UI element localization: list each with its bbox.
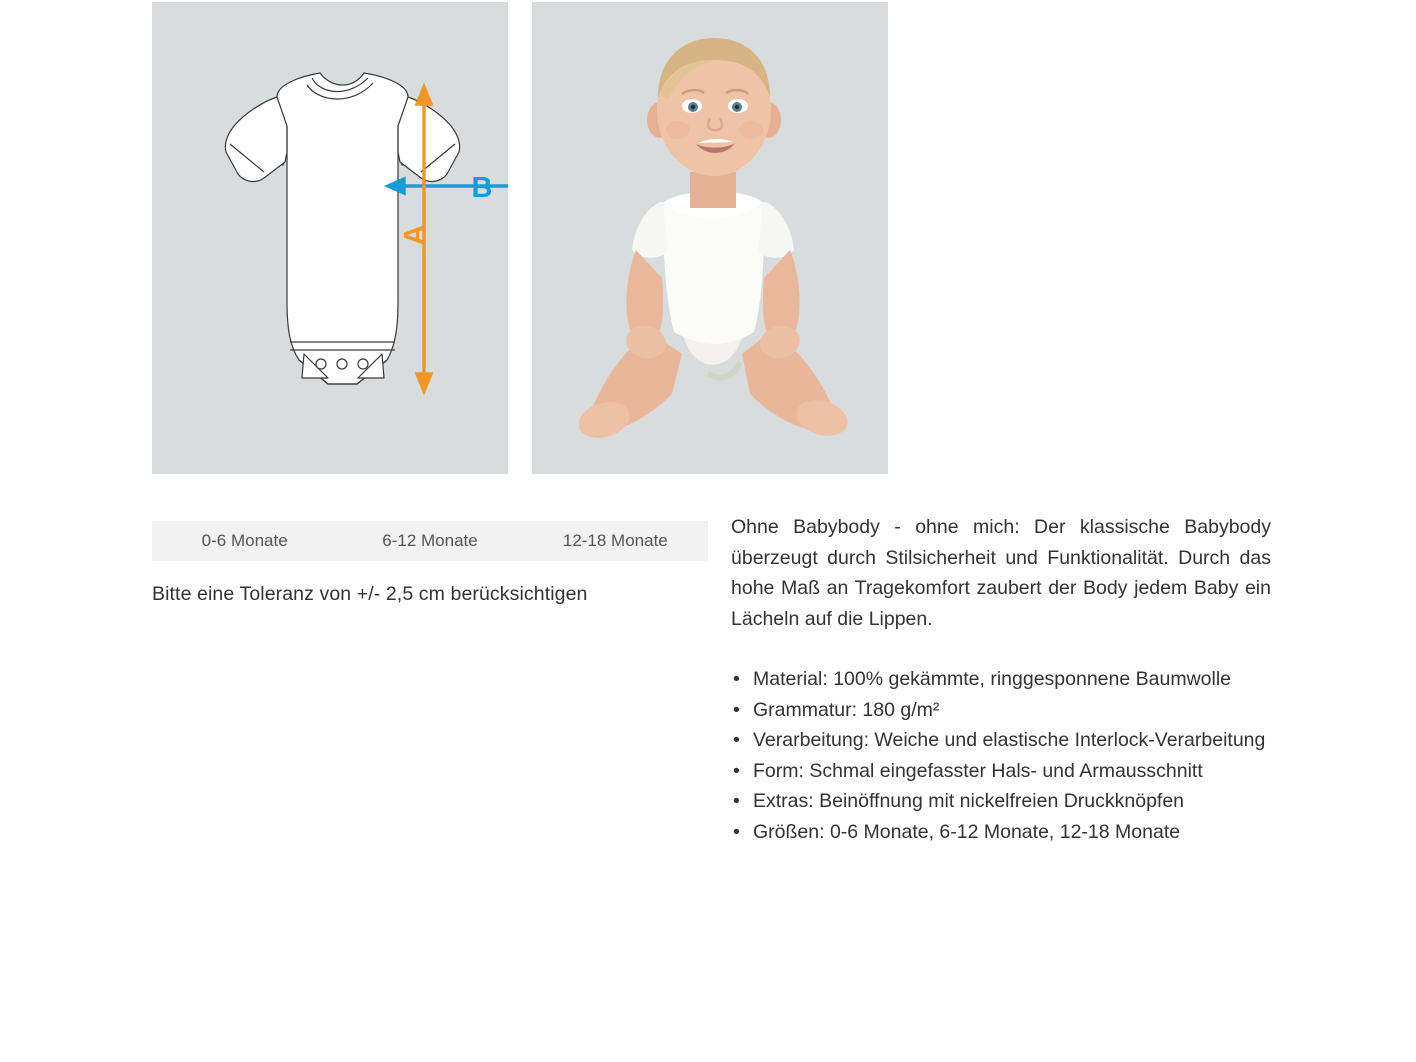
bullet-icon: • — [733, 668, 740, 690]
spec-text: Größen: 0-6 Monate, 6-12 Monate, 12-18 Monate — [753, 820, 1181, 843]
spec-text: Grammatur: 180 g/m² — [753, 698, 940, 721]
product-photo-image[interactable] — [532, 2, 888, 474]
measurement-label-a: A — [399, 224, 431, 246]
description-intro-text: Ohne Babybody - ohne mich: Der klassische Babybody überzeugt durch Stilsicherheit und Funktionalität. Durch das hohe Maß an Tragekomfort zaubert der Body jedem Baby ein Lächeln auf die Lippen. — [731, 516, 1271, 630]
size-tab-6-12[interactable]: 6-12 Monate — [382, 531, 478, 550]
bullet-icon: • — [733, 790, 740, 812]
list-item — [731, 756, 1271, 787]
bullet-icon: • — [733, 729, 740, 751]
list-item — [731, 817, 1271, 848]
spec-text: Material: 100% gekämmte, ringgesponnene Baumwolle — [753, 668, 1232, 690]
spec-text: Form: Schmal eingefasster Hals- und Armausschnitt — [753, 759, 1203, 782]
baby-wearing-bodysuit-photo — [532, 2, 888, 474]
spec-text: Verarbeitung: Weiche und elastische Interlock-Verarbeitung — [753, 729, 1266, 751]
list-item — [731, 786, 1271, 817]
tolerance-note: Bitte eine Toleranz von +/- 2,5 cm berücksichtigen — [152, 583, 588, 605]
product-description — [731, 512, 1271, 847]
list-item — [731, 725, 1271, 756]
list-item — [731, 664, 1271, 695]
measurement-diagram-image[interactable] — [152, 2, 508, 474]
size-tab-list[interactable] — [152, 521, 708, 561]
size-tab-0-6[interactable]: 0-6 Monate — [201, 531, 288, 550]
spec-text: Extras: Beinöffnung mit nickelfreien Druckknöpfen — [753, 790, 1185, 812]
bullet-icon: • — [733, 759, 740, 782]
bullet-icon: • — [733, 820, 740, 843]
product-image-gallery — [152, 2, 888, 474]
size-tab-12-18[interactable]: 12-18 Monate — [562, 531, 668, 550]
list-item — [731, 695, 1271, 726]
bodysuit-technical-drawing-icon — [152, 2, 508, 474]
bullet-icon: • — [733, 698, 740, 721]
specification-list — [731, 664, 1271, 847]
measurement-label-b: B — [471, 172, 493, 204]
